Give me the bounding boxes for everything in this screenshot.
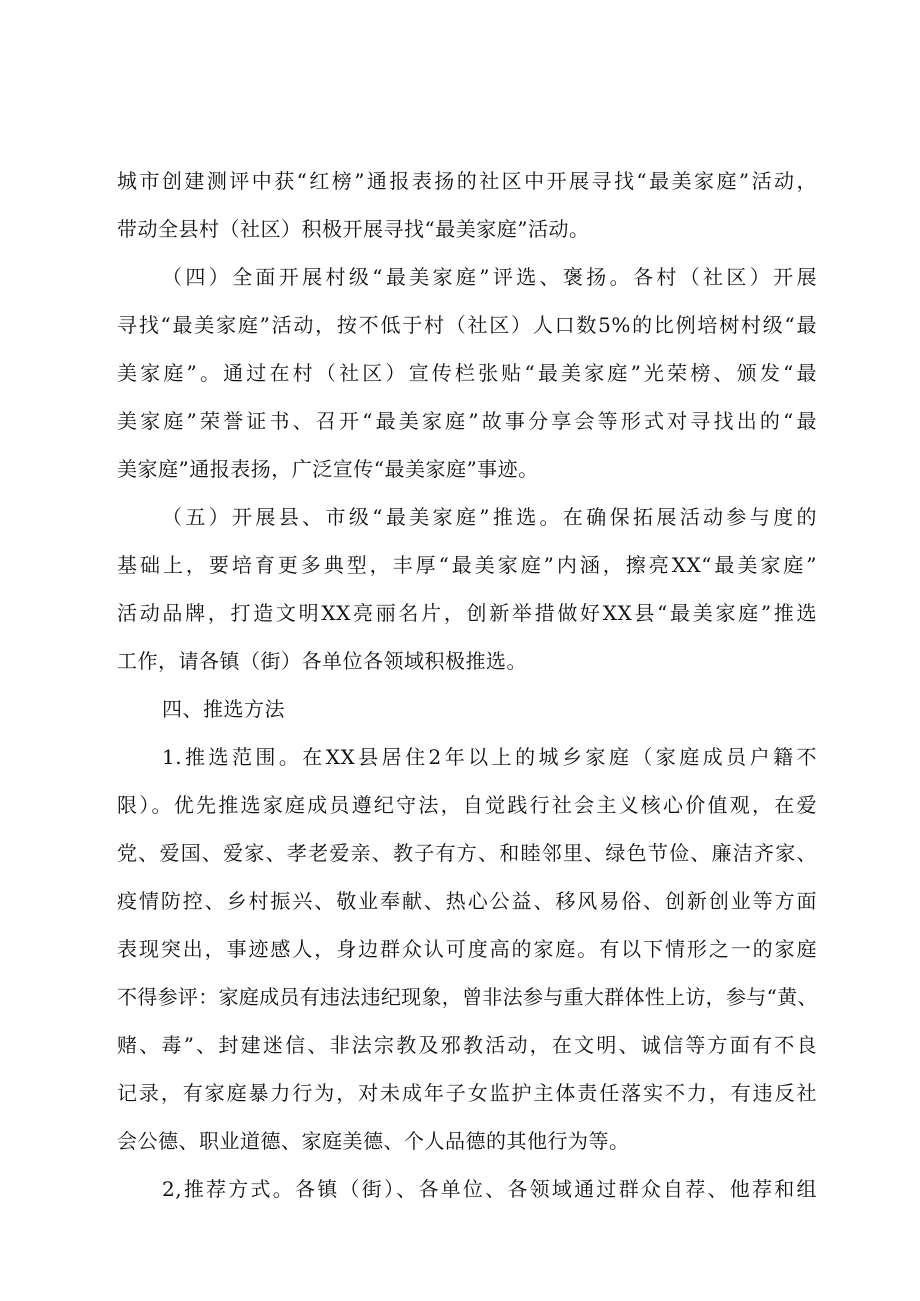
text-line: 工作，请各镇（街）各单位各领域积极推选。 (117, 649, 527, 673)
item-2-heading: 2,推荐方式。各镇（街）、各单位、各领域通过群众自荐、他荐和组 (162, 1177, 817, 1201)
text-line: 美家庭”荣誉证书、召开“最美家庭”故事分享会等形式对寻找出的“最 (117, 409, 817, 433)
text-line: 美家庭”。通过在村（社区）宣传栏张贴“最美家庭”光荣榜、颁发“最 (117, 361, 817, 385)
text-line: 基础上，要培育更多典型，丰厚“最美家庭”内涵，擦亮XX“最美家庭” (117, 553, 817, 577)
text-line: 寻找“最美家庭”活动，按不低于村（社区）人口数5%的比例培树村级“最 (117, 313, 817, 337)
text-line: 赌、毒”、封建迷信、非法宗教及邪教活动，在文明、诚信等方面有不良 (117, 1033, 817, 1057)
text-line: 表现突出，事迹感人，身边群众认可度高的家庭。有以下情形之一的家庭 (117, 937, 817, 961)
text-line: 美家庭”通报表扬，广泛宣传“最美家庭”事迹。 (117, 457, 539, 481)
text-line: 疫情防控、乡村振兴、敬业奉献、热心公益、移风易俗、创新创业等方面 (117, 889, 817, 913)
paragraph-5-heading: （五）开展县、市级“最美家庭”推选。在确保拓展活动参与度的 (162, 505, 817, 529)
text-line: 活动品牌，打造文明XX亮丽名片，创新举措做好XX县“最美家庭”推选 (117, 601, 817, 625)
text-line: 城市创建测评中获“红榜”通报表扬的社区中开展寻找“最美家庭”活动， (117, 169, 817, 193)
text-line: 限）。优先推选家庭成员遵纪守法，自觉践行社会主义核心价值观，在爱 (117, 793, 817, 817)
text-line: 不得参评：家庭成员有违法违纪现象，曾非法参与重大群体性上访，参与“黄、 (117, 985, 817, 1009)
paragraph-4-heading: （四）全面开展村级“最美家庭”评选、褒扬。各村（社区）开展 (162, 265, 817, 289)
text-line: 记录，有家庭暴力行为，对未成年子女监护主体责任落实不力，有违反社 (117, 1081, 817, 1105)
text-line: 带动全县村（社区）积极开展寻找“最美家庭”活动。 (117, 217, 590, 241)
text-line: 党、爱国、爱家、孝老爱亲、教子有方、和睦邻里、绿色节俭、廉洁齐家、 (117, 841, 817, 865)
section-heading: 四、推选方法 (162, 697, 285, 721)
text-line: 会公德、职业道德、家庭美德、个人品德的其他行为等。 (117, 1129, 630, 1153)
item-1-heading: 1.推选范围。在XX县居住2年以上的城乡家庭（家庭成员户籍不 (162, 745, 817, 769)
